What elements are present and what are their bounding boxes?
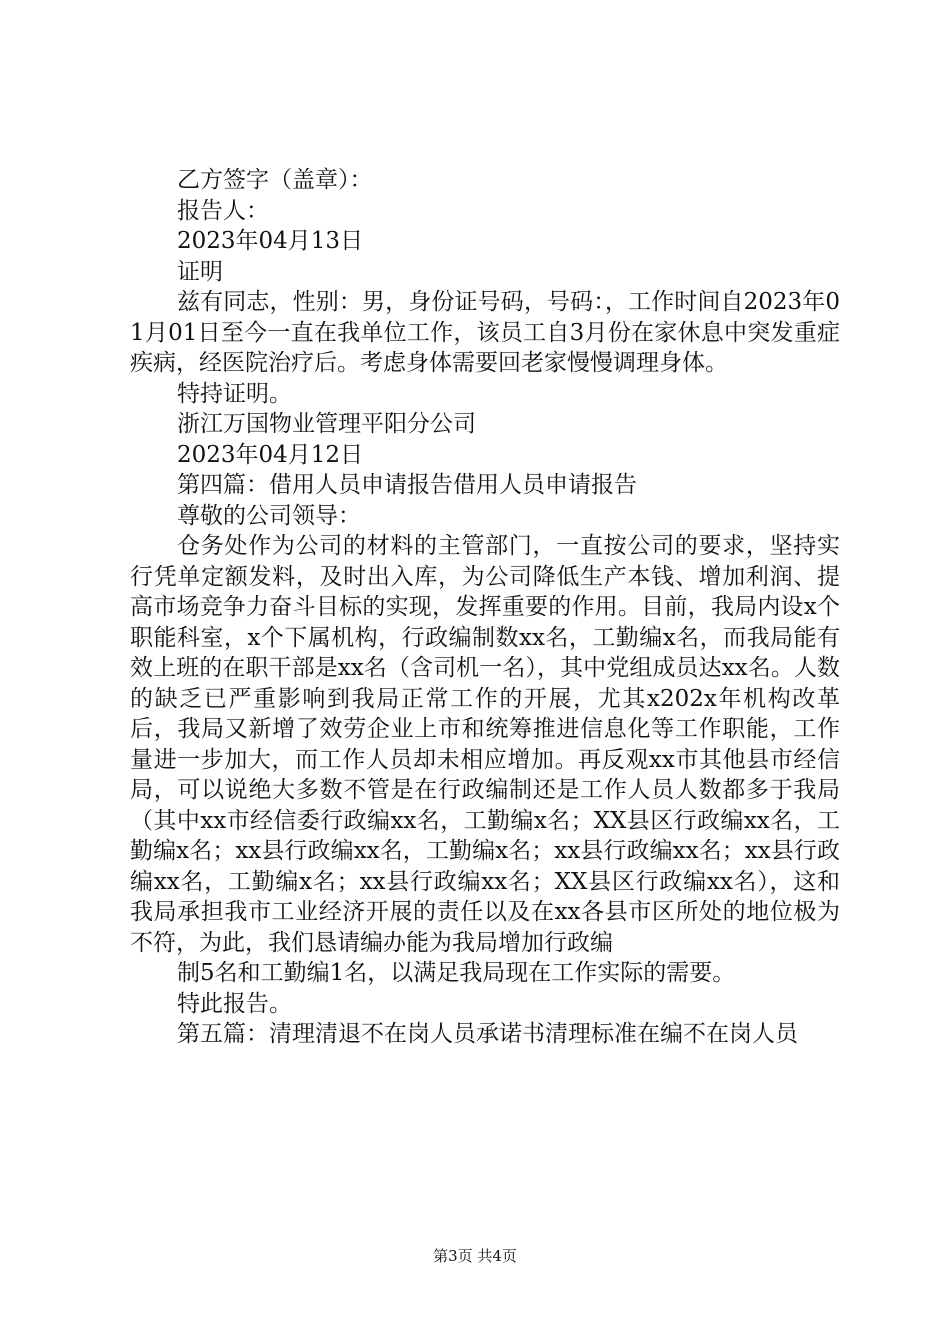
page-number-footer: 第3页 共4页: [433, 1247, 517, 1265]
section-five-heading: 第五篇：清理清退不在岗人员承诺书清理标准在编不在岗人员: [177, 1021, 798, 1047]
application-body: 仓务处作为公司的材料的主管部门，一直按公司的要求，坚持实行凭单定额发料，及时出入库，为公司降低生产本钱、增加利润、提高市场竞争力奋斗目标的实现，发挥重要的作用。目前，我局内设x个职能科室，x个下属机构，行政编制数xx名，工勤编x名，而我局能有效上班的在职干部是xx名（含司机一名），其中党组成员达xx名。人数的缺乏已严重影响到我局正常工作的开展，尤其x202x年机构改革后，我局又新增了效劳企业上市和统筹推进信息化等工作职能，工作量进一步加大，而工作人员却未相应增加。再反观xx市其他县市经信局，可以说绝大多数不管是在行政编制还是工作人员人数都多于我局（其中xx市经信委行政编xx名，工勤编x名；XX县区行政编xx名，工勤编x名；xx县行政编xx名，工勤编x名；xx县行政编xx名；xx县行政编xx名，工勤编x名；xx县行政编xx名；XX县区行政编xx名），这和我局承担我市工业经济开展的责任以及在xx各县市区所处的地位极为不符，为此，我们恳请编办能为我局增加行政编: [130, 533, 840, 956]
section-four-heading: 第四篇：借用人员申请报告借用人员申请报告: [177, 472, 637, 498]
certificate-body: 兹有同志，性别：男，身份证号码，号码：，工作时间自2023年01月01日至今一直在我单位工作，该员工自3月份在家休息中突发重症疾病，经医院治疗后。考虑身体需要回老家慢慢调理身体。: [130, 289, 840, 376]
report-closing: 特此报告。: [177, 990, 292, 1017]
party-b-signature-line: 乙方签字（盖章）：: [177, 167, 373, 193]
application-body-continued: 制5名和工勤编1名，以满足我局现在工作实际的需要。: [177, 960, 736, 986]
report-date: 2023年04月13日: [177, 228, 364, 254]
certificate-date: 2023年04月12日: [177, 441, 364, 468]
reporter-line: 报告人：: [177, 197, 269, 224]
certificate-title: 证明: [177, 258, 223, 285]
certificate-closing: 特持证明。: [177, 380, 292, 407]
salutation: 尊敬的公司领导：: [177, 502, 361, 529]
company-name: 浙江万国物业管理平阳分公司: [177, 411, 476, 437]
document-body: [130, 165, 840, 1050]
